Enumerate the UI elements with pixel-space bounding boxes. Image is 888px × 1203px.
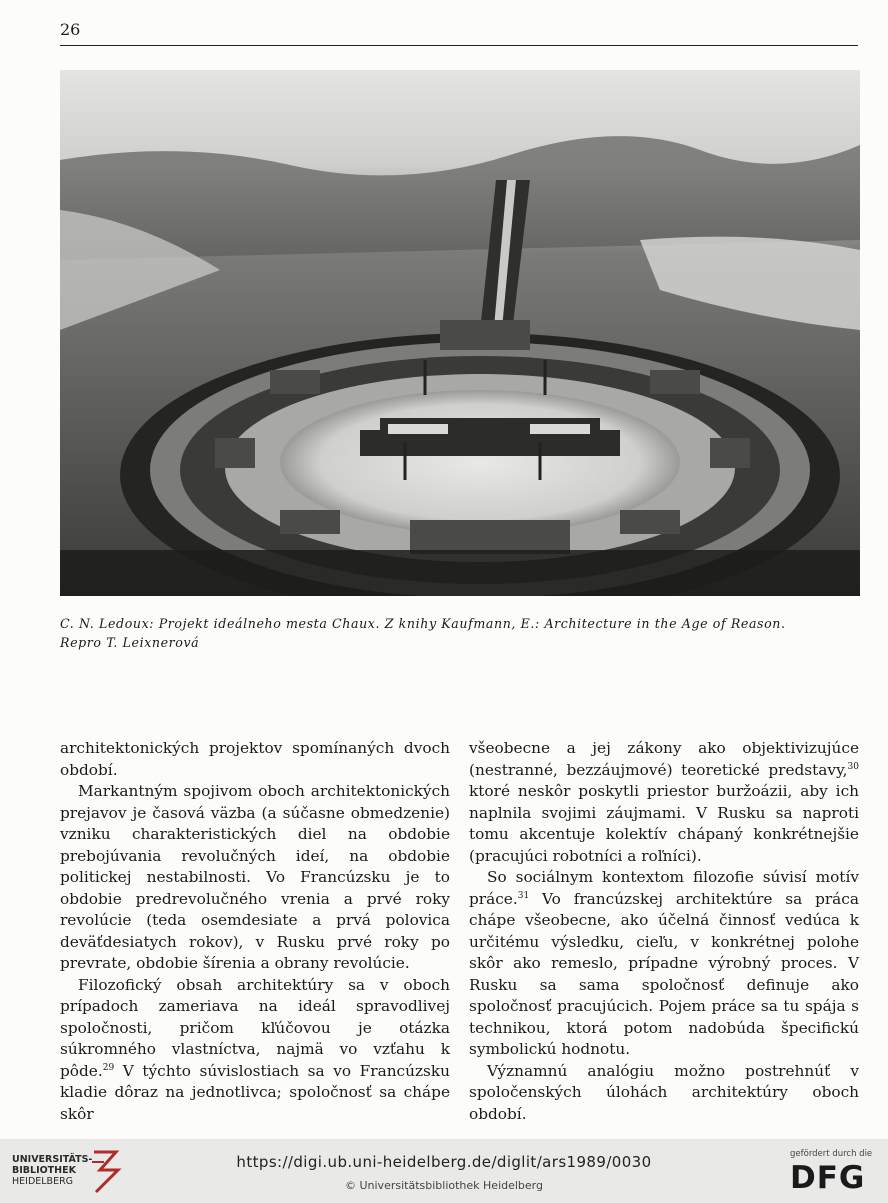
- paragraph: [60, 975, 450, 1126]
- footnote-ref: 31: [517, 890, 530, 901]
- footnote-ref: 29: [102, 1062, 115, 1073]
- paragraph: [469, 867, 859, 1061]
- page-url-link[interactable]: https://digi.ub.uni-heidelberg.de/diglit/ars1989/0030: [236, 1153, 652, 1171]
- left-column: [60, 738, 450, 1125]
- paragraph-text: ktoré neskôr poskytli priestor buržoázii, aby ich naplnila svojimi záujmami. V Rusku sa naproti tomu akcentuje kolektív chápaný konkrétnejšie (pracujúci robotníci a roľníci).: [469, 782, 859, 865]
- paragraph: [469, 738, 859, 867]
- dfg-logo[interactable]: DFG: [790, 1160, 866, 1196]
- paragraph-text: Filozofický obsah architektúry sa v oboch prípadoch zameriava na ideál spravodlivej spoločnosti, pričom kľúčovou je otázka súkromného vlastníctva, najmä vo vzťahu k pôde.: [60, 975, 450, 1080]
- paragraph: architektonických projektov spomínaných dvoch období.: [60, 739, 450, 779]
- paragraph-text: všeobecne a jej zákony ako objektivizujúce (nestranné, bezzáujmové) teoretické predstavy,: [469, 739, 859, 779]
- paragraph: Markantným spojivom oboch architektonických prejavov je časová väzba (a súčasne obmedzenie) vzniku charakteristických diel na obdobie prebojúvania revolučných ideí, na obdobie politickej nestabilnosti. Vo Francúzsku je to obdobie predrevolučného vrenia a prvé roky revolúcie (teda osemdesiate a prvá polovica deväťdesiatych rokov), v Rusku prvé roky po prevrate, obdobie šírenia a obrany revolúcie.: [60, 782, 450, 972]
- figure-ideal-city-engraving: [60, 70, 860, 596]
- sponsor-label: gefördert durch die: [790, 1149, 873, 1159]
- caption-line-2: Repro T. Leixnerová: [60, 635, 200, 650]
- library-name-line: BIBLIOTHEK: [12, 1165, 76, 1176]
- right-column: [469, 738, 859, 1125]
- copyright-notice: © Universitätsbibliothek Heidelberg: [344, 1179, 543, 1192]
- paragraph-text: V týchto súvislostiach sa vo Francúzsku kladie dôraz na jednotlivca; spoločnosť sa chápe skôr: [60, 1061, 450, 1123]
- page-number: 26: [60, 20, 81, 39]
- paragraph: Významnú analógiu možno postrehnúť v spoločenských úlohách architektúry oboch období.: [469, 1061, 859, 1123]
- paragraph-text: So sociálnym kontextom filozofie súvisí motív práce.: [469, 868, 859, 908]
- paragraph-text: Vo francúzskej architektúre sa práca chápe všeobecne, ako účelná činnosť vedúca k určitému výsledku, cieľu, v konkrétnej polohe skôr ako remeslo, prípadne výrobný proces. V Rusku sa sama spoločnosť definuje ako spoločnosť pracujúcich. Pojem práce sa tu spája s technikou, ktorá potom nadobúda špecifickú symbolickú hodnotu.: [469, 889, 859, 1058]
- caption-line-1: C. N. Ledoux: Projekt ideálneho mesta Chaux. Z knihy Kaufmann, E.: Architecture in the Age of Reason.: [60, 616, 786, 631]
- footer-bar: [0, 1139, 888, 1203]
- header-rule: [60, 45, 858, 46]
- library-name-line: UNIVERSITÄTS-: [12, 1154, 93, 1165]
- footnote-ref: 30: [847, 761, 859, 772]
- figure-caption: [60, 614, 860, 652]
- library-name-line: HEIDELBERG: [12, 1176, 74, 1187]
